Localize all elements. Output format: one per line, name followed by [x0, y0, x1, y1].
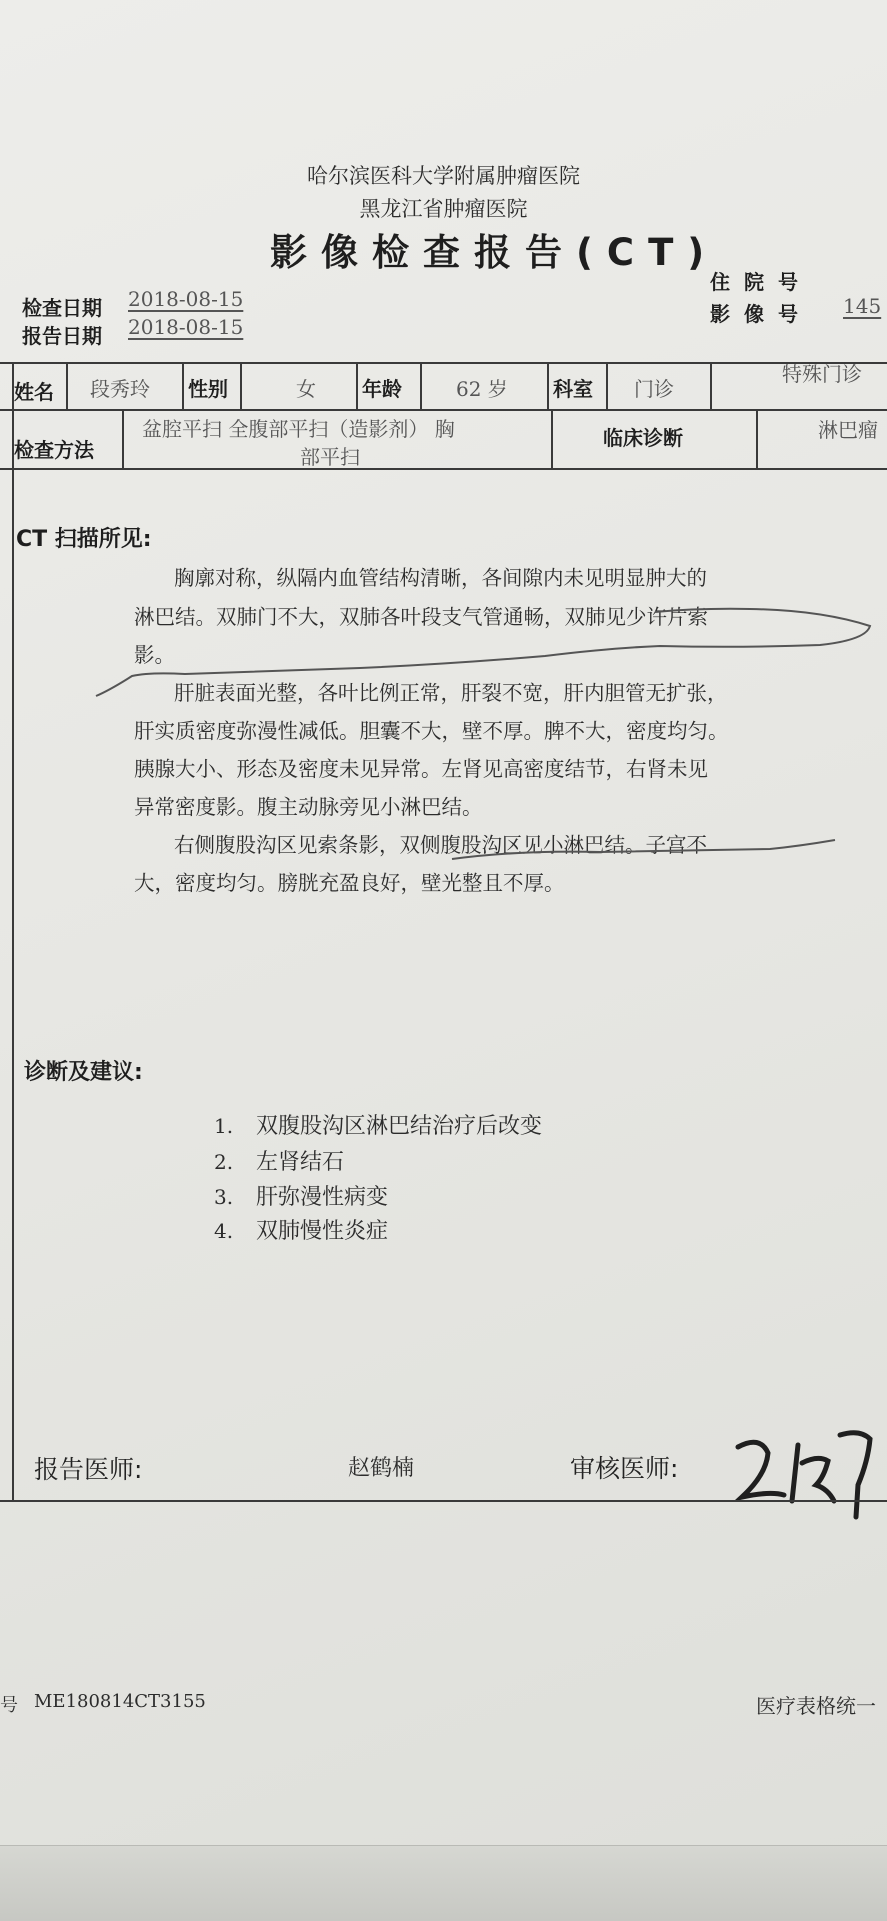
- patient-age: 62 岁: [456, 377, 508, 401]
- exam-date-label: 检查日期: [22, 296, 102, 320]
- diagnosis-item: [214, 1109, 542, 1140]
- hospital-name-alt: 黑龙江省肿瘤医院: [359, 197, 528, 221]
- diagnosis-item-number: 4.: [214, 1219, 234, 1243]
- diagnosis-item-text: 左肾结石: [256, 1150, 345, 1175]
- ink-curve: [452, 840, 835, 859]
- reviewer-label: 审核医师:: [570, 1454, 679, 1483]
- signature-rule: [0, 1500, 887, 1502]
- findings-line: 淋巴结。双肺门不大，双肺各叶段支气管通畅，双肺见少许片索: [134, 605, 708, 629]
- diagnosis-item-text: 双腹股沟区淋巴结治疗后改变: [256, 1114, 543, 1139]
- clinical-diagnosis-label: 临床诊断: [603, 426, 683, 450]
- serial-number: ME180814CT3155: [34, 1691, 206, 1712]
- reporter-name: 赵鹤楠: [348, 1456, 415, 1481]
- exam-method-cont: 部平扫: [300, 445, 360, 469]
- findings-title: CT 扫描所见:: [16, 527, 152, 552]
- findings-line: 肝实质密度弥漫性减低。胆囊不大，壁不厚。脾不大，密度均匀。: [134, 719, 729, 743]
- patient-dept-extra: 特殊门诊: [782, 362, 862, 386]
- diagnosis-title: 诊断及建议:: [24, 1060, 143, 1085]
- ink-curve: [96, 609, 870, 696]
- imaging-no: 145: [843, 294, 882, 318]
- imaging-no-label: 影像号: [710, 302, 812, 326]
- diagnosis-item-number: 3.: [214, 1185, 234, 1209]
- hospital-name: 哈尔滨医科大学附属肿瘤医院: [307, 164, 580, 188]
- patient-name: 段秀玲: [90, 377, 150, 401]
- clinical-diagnosis: 淋巴瘤: [818, 418, 878, 442]
- report-date-label: 报告日期: [22, 324, 102, 348]
- dept-label: 科室: [553, 377, 593, 401]
- diagnosis-item: [214, 1180, 388, 1211]
- findings-line: 肝脏表面光整，各叶比例正常，肝裂不宽，肝内胆管无扩张，: [174, 681, 728, 705]
- handwritten-signature: [720, 1405, 887, 1525]
- diagnosis-item-text: 双肺慢性炎症: [256, 1219, 389, 1244]
- reporter-label: 报告医师:: [34, 1455, 143, 1484]
- diagnosis-item-number: 2.: [214, 1150, 234, 1174]
- diagnosis-item-text: 肝弥漫性病变: [256, 1185, 389, 1210]
- method-label: 检查方法: [14, 438, 94, 462]
- findings-line: 胸廓对称，纵隔内血管结构清晰，各间隙内未见明显肿大的: [174, 566, 707, 590]
- findings-line: 大，密度均匀。膀胱充盈良好，壁光整且不厚。: [134, 871, 565, 895]
- inpatient-no-label: 住院号: [710, 270, 812, 294]
- diagnosis-item-number: 1.: [214, 1114, 234, 1138]
- name-label: 姓名: [14, 380, 54, 404]
- patient-dept: 门诊: [634, 377, 674, 401]
- findings-line: 异常密度影。腹主动脉旁见小淋巴结。: [134, 795, 483, 819]
- findings-line: 胰腺大小、形态及密度未见异常。左肾见高密度结节，右肾未见: [134, 757, 708, 781]
- exam-date: 2018-08-15: [128, 287, 244, 311]
- age-label: 年龄: [362, 377, 402, 401]
- exam-method: 盆腔平扫 全腹部平扫（造影剂） 胸: [142, 417, 455, 441]
- report-title: 影像检查报告(CT): [270, 231, 719, 274]
- serial-prefix: 号: [0, 1695, 18, 1716]
- diagnosis-item: [214, 1145, 344, 1176]
- findings-line: 右侧腹股沟区见索条影，双侧腹股沟区见小淋巴结。子宫不: [174, 833, 707, 857]
- patient-sex: 女: [296, 377, 316, 401]
- form-note: 医疗表格统一: [756, 1694, 876, 1718]
- report-date: 2018-08-15: [128, 315, 244, 339]
- sex-label: 性别: [188, 377, 228, 401]
- diagnosis-item: [214, 1214, 388, 1245]
- underlying-sheet: [0, 1845, 887, 1921]
- findings-line: 影。: [134, 643, 175, 667]
